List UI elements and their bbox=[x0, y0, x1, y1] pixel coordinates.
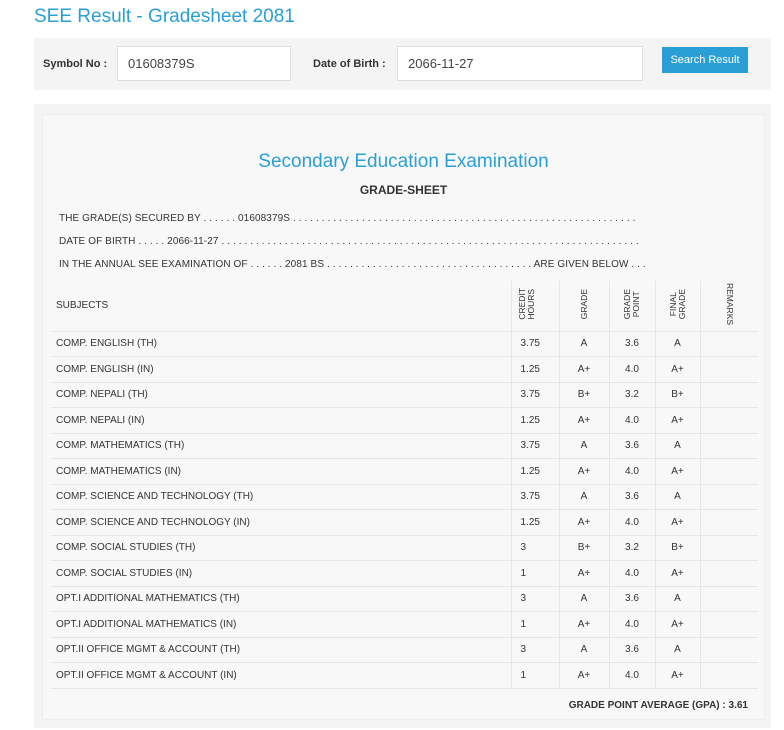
final-grade-cell: A bbox=[655, 433, 700, 459]
remarks-cell bbox=[700, 382, 758, 408]
date-of-birth-input[interactable]: 2066-11-27 bbox=[397, 46, 643, 81]
exam-year-line: IN THE ANNUAL SEE EXAMINATION OF . . . . . . 2081 BS . . . . . . . . . . . . . . . . . . . . . . . . . . . . . . . . . . . . ARE GIVEN BELOW . . . bbox=[59, 259, 646, 270]
grade-cell: A bbox=[559, 637, 609, 663]
final-grade-cell: A bbox=[655, 484, 700, 510]
final-grade-cell: A+ bbox=[655, 408, 700, 434]
table-row bbox=[51, 535, 758, 561]
grade-cell: B+ bbox=[559, 535, 609, 561]
grade-point-cell: 4.0 bbox=[609, 408, 655, 434]
final-grade-cell: A bbox=[655, 331, 700, 357]
gpa-summary: GRADE POINT AVERAGE (GPA) : 3.61 bbox=[568, 700, 748, 711]
page-title: SEE Result - Gradesheet 2081 bbox=[34, 6, 295, 27]
subject-cell: COMP. MATHEMATICS (IN) bbox=[51, 459, 511, 485]
grade-point-cell: 4.0 bbox=[609, 561, 655, 587]
credit-hours-cell: 1.25 bbox=[511, 459, 559, 485]
grade-cell: A bbox=[559, 484, 609, 510]
grade-secured-by-line: THE GRADE(S) SECURED BY . . . . . . 01608379S . . . . . . . . . . . . . . . . . . . . . . . . . . . . . . . . . . . . . . . . . . . . . . . . . . . . . . . . . . . . bbox=[59, 213, 636, 224]
remarks-cell bbox=[700, 484, 758, 510]
date-of-birth-label: Date of Birth : bbox=[313, 58, 386, 70]
final-grade-cell: A+ bbox=[655, 663, 700, 689]
grade-cell: A+ bbox=[559, 408, 609, 434]
subject-cell: OPT.II OFFICE MGMT & ACCOUNT (TH) bbox=[51, 637, 511, 663]
subject-cell: COMP. NEPALI (TH) bbox=[51, 382, 511, 408]
gradesheet-container bbox=[34, 104, 771, 728]
table-row bbox=[51, 382, 758, 408]
credit-hours-cell: 1.25 bbox=[511, 408, 559, 434]
header-grade: GRADE bbox=[559, 281, 609, 331]
grade-cell: A bbox=[559, 331, 609, 357]
header-subjects: SUBJECTS bbox=[51, 281, 511, 331]
table-row bbox=[51, 663, 758, 689]
final-grade-cell: A+ bbox=[655, 459, 700, 485]
subject-cell: COMP. SCIENCE AND TECHNOLOGY (TH) bbox=[51, 484, 511, 510]
table-row bbox=[51, 612, 758, 638]
grade-point-cell: 4.0 bbox=[609, 357, 655, 383]
header-grade-point: GRADE POINT bbox=[609, 281, 655, 331]
table-row bbox=[51, 561, 758, 587]
remarks-cell bbox=[700, 331, 758, 357]
symbol-number-label: Symbol No : bbox=[43, 58, 108, 70]
remarks-cell bbox=[700, 433, 758, 459]
grade-point-cell: 3.6 bbox=[609, 331, 655, 357]
subject-cell: OPT.II OFFICE MGMT & ACCOUNT (IN) bbox=[51, 663, 511, 689]
remarks-cell bbox=[700, 357, 758, 383]
credit-hours-cell: 3.75 bbox=[511, 433, 559, 459]
remarks-cell bbox=[700, 561, 758, 587]
grade-cell: A+ bbox=[559, 459, 609, 485]
grade-point-cell: 3.6 bbox=[609, 586, 655, 612]
table-row bbox=[51, 459, 758, 485]
final-grade-cell: A bbox=[655, 586, 700, 612]
grade-cell: A bbox=[559, 433, 609, 459]
grade-cell: A+ bbox=[559, 561, 609, 587]
credit-hours-cell: 1 bbox=[511, 663, 559, 689]
remarks-cell bbox=[700, 459, 758, 485]
grade-cell: A+ bbox=[559, 510, 609, 536]
subject-cell: COMP. ENGLISH (TH) bbox=[51, 331, 511, 357]
table-row bbox=[51, 510, 758, 536]
subject-cell: COMP. SOCIAL STUDIES (IN) bbox=[51, 561, 511, 587]
final-grade-cell: A+ bbox=[655, 561, 700, 587]
grade-point-cell: 4.0 bbox=[609, 612, 655, 638]
grade-point-cell: 3.2 bbox=[609, 535, 655, 561]
credit-hours-cell: 3.75 bbox=[511, 484, 559, 510]
final-grade-cell: A bbox=[655, 637, 700, 663]
grade-point-cell: 3.6 bbox=[609, 433, 655, 459]
subject-cell: OPT.I ADDITIONAL MATHEMATICS (IN) bbox=[51, 612, 511, 638]
grade-point-cell: 3.6 bbox=[609, 637, 655, 663]
grade-point-cell: 4.0 bbox=[609, 663, 655, 689]
remarks-cell bbox=[700, 408, 758, 434]
credit-hours-cell: 3.75 bbox=[511, 331, 559, 357]
grade-point-cell: 4.0 bbox=[609, 510, 655, 536]
exam-title: Secondary Education Examination bbox=[258, 151, 549, 172]
credit-hours-cell: 3.75 bbox=[511, 382, 559, 408]
remarks-cell bbox=[700, 586, 758, 612]
search-panel bbox=[34, 38, 771, 90]
search-result-button[interactable]: Search Result bbox=[662, 47, 748, 73]
grade-cell: A+ bbox=[559, 612, 609, 638]
grade-point-cell: 4.0 bbox=[609, 459, 655, 485]
grade-cell: A bbox=[559, 586, 609, 612]
table-row bbox=[51, 331, 758, 357]
gradesheet bbox=[42, 114, 765, 720]
credit-hours-cell: 3 bbox=[511, 637, 559, 663]
subject-cell: COMP. SOCIAL STUDIES (TH) bbox=[51, 535, 511, 561]
subject-cell: COMP. MATHEMATICS (TH) bbox=[51, 433, 511, 459]
header-credit-hours: CREDIT HOURS bbox=[511, 281, 559, 331]
subject-cell: COMP. SCIENCE AND TECHNOLOGY (IN) bbox=[51, 510, 511, 536]
symbol-number-input[interactable]: 01608379S bbox=[117, 46, 291, 81]
remarks-cell bbox=[700, 510, 758, 536]
grades-table bbox=[51, 281, 758, 689]
table-row bbox=[51, 637, 758, 663]
grade-point-cell: 3.6 bbox=[609, 484, 655, 510]
grades-table-header bbox=[51, 281, 758, 331]
remarks-cell bbox=[700, 663, 758, 689]
table-row bbox=[51, 586, 758, 612]
grade-cell: A+ bbox=[559, 663, 609, 689]
header-final-grade: FINAL GRADE bbox=[655, 281, 700, 331]
final-grade-cell: B+ bbox=[655, 382, 700, 408]
credit-hours-cell: 3 bbox=[511, 586, 559, 612]
grade-point-cell: 3.2 bbox=[609, 382, 655, 408]
final-grade-cell: A+ bbox=[655, 612, 700, 638]
credit-hours-cell: 1.25 bbox=[511, 357, 559, 383]
header-remarks: REMARKS bbox=[700, 281, 758, 331]
table-row bbox=[51, 408, 758, 434]
grade-cell: A+ bbox=[559, 357, 609, 383]
table-row bbox=[51, 433, 758, 459]
subject-cell: COMP. ENGLISH (IN) bbox=[51, 357, 511, 383]
subject-cell: COMP. NEPALI (IN) bbox=[51, 408, 511, 434]
grade-cell: B+ bbox=[559, 382, 609, 408]
date-of-birth-line: DATE OF BIRTH . . . . . 2066-11-27 . . . . . . . . . . . . . . . . . . . . . . . . . . . . . . . . . . . . . . . . . . . . . . . . . . . . . . . . . . . . . . . . . . . . . . . . . bbox=[59, 236, 639, 247]
credit-hours-cell: 1.25 bbox=[511, 510, 559, 536]
table-row bbox=[51, 357, 758, 383]
gradesheet-subtitle: GRADE-SHEET bbox=[359, 183, 448, 197]
remarks-cell bbox=[700, 637, 758, 663]
table-row bbox=[51, 484, 758, 510]
credit-hours-cell: 1 bbox=[511, 561, 559, 587]
credit-hours-cell: 3 bbox=[511, 535, 559, 561]
remarks-cell bbox=[700, 535, 758, 561]
credit-hours-cell: 1 bbox=[511, 612, 559, 638]
final-grade-cell: B+ bbox=[655, 535, 700, 561]
subject-cell: OPT.I ADDITIONAL MATHEMATICS (TH) bbox=[51, 586, 511, 612]
final-grade-cell: A+ bbox=[655, 510, 700, 536]
remarks-cell bbox=[700, 612, 758, 638]
final-grade-cell: A+ bbox=[655, 357, 700, 383]
